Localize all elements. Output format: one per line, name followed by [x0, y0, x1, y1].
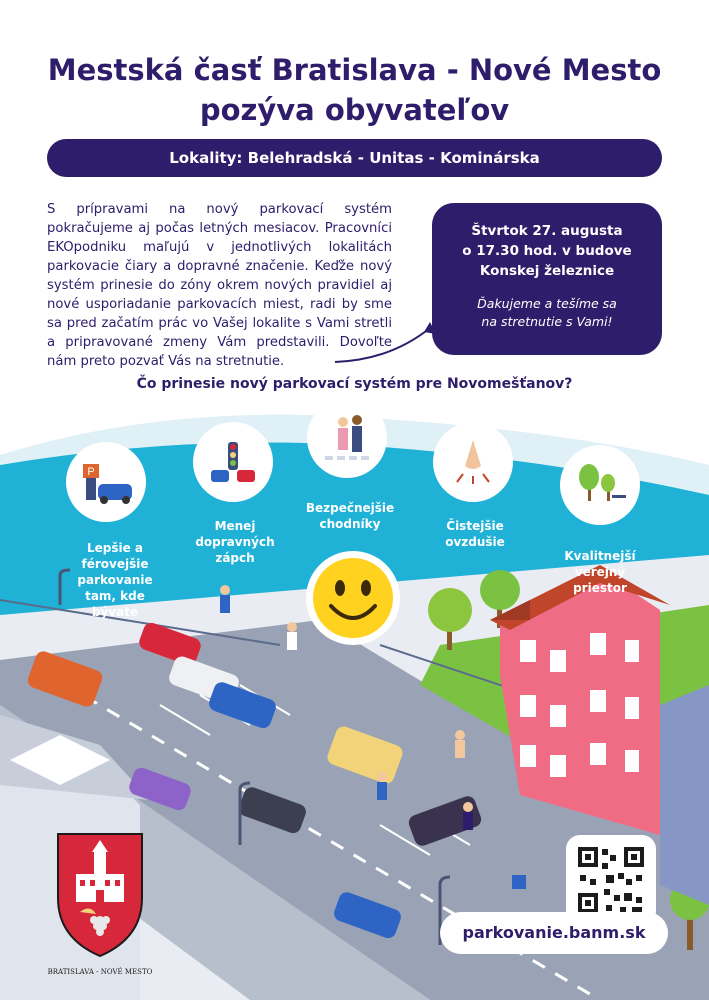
benefit-parking-line: tam, kde [85, 589, 145, 603]
benefit-parking-line: férovejšie [81, 557, 149, 571]
thanks-line-2: na stretnutie s Vami! [481, 314, 613, 329]
benefit-parking-line: parkovanie [77, 573, 153, 587]
benefit-sidewalks-line: chodníky [319, 517, 381, 531]
crest-caption: BRATISLAVA - NOVÉ MESTO [47, 968, 153, 976]
benefit-sidewalks-line: Bezpečnejšie [305, 501, 395, 515]
nose-icon [433, 422, 513, 502]
benefit-traffic-line: zápch [215, 551, 255, 565]
page-title [0, 50, 709, 130]
parking-icon [66, 442, 146, 522]
benefit-traffic-label [180, 518, 290, 566]
smiley-icon [305, 550, 401, 646]
meeting-date: Štvrtok 27. augusta [471, 223, 623, 239]
benefit-traffic-line: Menej [214, 519, 256, 533]
meeting-box [432, 203, 662, 355]
benefit-air-label [420, 518, 530, 550]
benefit-sidewalks-label [290, 500, 410, 532]
meeting-time: o 17.30 hod. v budove [462, 243, 632, 259]
question-heading: Čo prinesie nový parkovací systém pre Novomešťanov? [136, 376, 573, 392]
benefit-parking-line: Lepšie a [86, 541, 144, 555]
meeting-thanks [432, 295, 662, 331]
thanks-line-1: Ďakujeme a tešíme sa [477, 296, 617, 311]
benefit-space-line: Kvalitnejší [564, 549, 636, 563]
svg-text:P: P [87, 466, 95, 478]
title-line-1: Mestská časť Bratislava - Nové Mesto [47, 53, 662, 87]
meeting-place: Konskej železnice [479, 263, 615, 279]
benefit-parking-label [60, 540, 170, 620]
arrow-icon [330, 320, 440, 370]
benefit-space-label [545, 548, 655, 596]
benefit-space-line: verejný [574, 565, 626, 579]
intro-text: S prípravami na nový parkovací systém pokračujeme aj počas letných mesiacov. Pracovníci EKOpodniku maľujú v jednotlivých lokalitách parkovacie čiary a dopravné značenie. Keďže nový systém prinesie do zóny okrem nových pravidiel aj nové usporiadanie parkovacích miest, radi by sme sa pred začatím prác vo Vašej lokalite s Vami stretli a pripravované zmeny Vám predstavili. Dovoľte nám preto pozvať Vás na stretnutie. [47, 202, 392, 369]
website-link[interactable]: parkovanie.banm.sk [440, 912, 668, 954]
locations-bar: Lokality: Belehradská - Unitas - Kominárska [47, 139, 662, 177]
traffic-light-icon [193, 422, 273, 502]
pedestrians-icon [307, 398, 387, 478]
benefit-air-line: ovzdušie [445, 535, 505, 549]
benefit-air-line: Čistejšie [446, 519, 504, 533]
benefit-parking-line: bývate [91, 605, 139, 619]
benefit-traffic-line: dopravných [195, 535, 275, 549]
title-line-2: pozýva obyvateľov [199, 93, 510, 127]
park-icon [560, 445, 640, 525]
benefit-space-line: priestor [573, 581, 627, 595]
city-crest-logo [40, 828, 160, 968]
